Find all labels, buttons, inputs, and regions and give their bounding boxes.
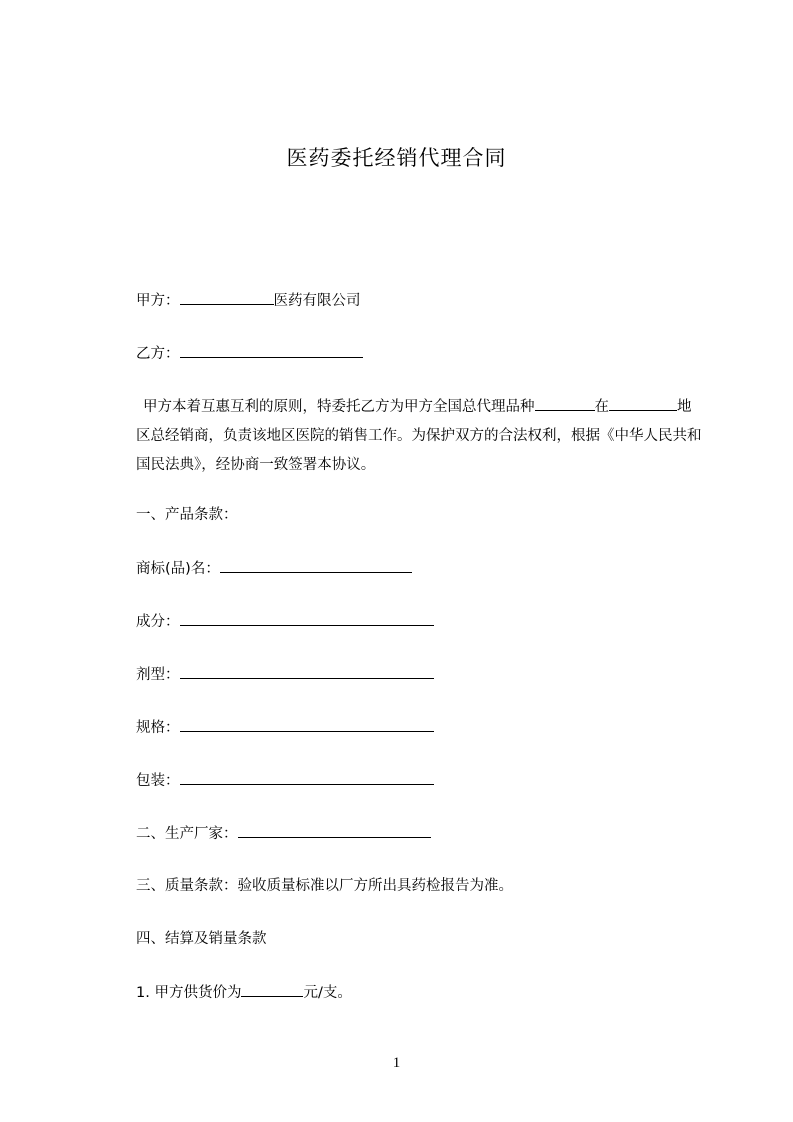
spec-label: 规格：	[136, 720, 180, 736]
price-blank[interactable]	[241, 982, 303, 997]
party-a-label: 甲方：	[136, 293, 180, 309]
intro-text-2: 在	[594, 399, 609, 415]
spec-line	[136, 717, 434, 738]
party-b-label: 乙方：	[136, 346, 180, 362]
intro-text-3: 地区总经销商，负责该地区医院的销售工作。为保护双方的合法权利，根据《中华人民共和国民法典》，经协商一致签署本协议。	[136, 399, 702, 473]
intro-text-1: 甲方本着互惠互利的原则，特委托乙方为甲方全国总代理品种	[143, 399, 535, 415]
section-4-heading: 四、结算及销量条款	[136, 931, 267, 947]
manufacturer-blank[interactable]	[238, 823, 431, 838]
ingredient-label: 成分：	[136, 614, 180, 630]
ingredient-blank[interactable]	[180, 611, 434, 626]
package-line	[136, 770, 434, 791]
region-blank[interactable]	[609, 396, 677, 411]
trademark-blank[interactable]	[220, 558, 412, 573]
dosage-line	[136, 664, 434, 685]
section-1-heading: 一、产品条款：	[136, 507, 238, 523]
document-title: 医药委托经销代理合同	[286, 146, 507, 170]
page-number: 1	[392, 1055, 401, 1071]
section-2-heading: 二、生产厂家：	[136, 826, 238, 842]
price-prefix: 1. 甲方供货价为	[136, 985, 242, 1001]
party-a-line	[136, 290, 361, 311]
price-line	[136, 982, 352, 1003]
trademark-label: 商标(品)名：	[136, 561, 220, 577]
ingredient-line	[136, 611, 434, 632]
package-blank[interactable]	[180, 770, 434, 785]
party-a-suffix: 医药有限公司	[273, 293, 361, 309]
dosage-label: 剂型：	[136, 667, 180, 683]
price-suffix: 元/支。	[303, 985, 352, 1001]
spec-blank[interactable]	[180, 717, 434, 732]
product-blank[interactable]	[535, 396, 595, 411]
section-3-heading: 三、质量条款：验收质量标准以厂方所出具药检报告为准。	[136, 878, 513, 894]
dosage-blank[interactable]	[180, 664, 434, 679]
manufacturer-line	[136, 823, 431, 844]
trademark-line	[136, 558, 412, 579]
intro-paragraph	[136, 393, 704, 480]
party-a-blank[interactable]	[180, 290, 274, 305]
party-b-blank[interactable]	[180, 343, 363, 358]
party-b-line	[136, 343, 363, 364]
package-label: 包装：	[136, 773, 180, 789]
